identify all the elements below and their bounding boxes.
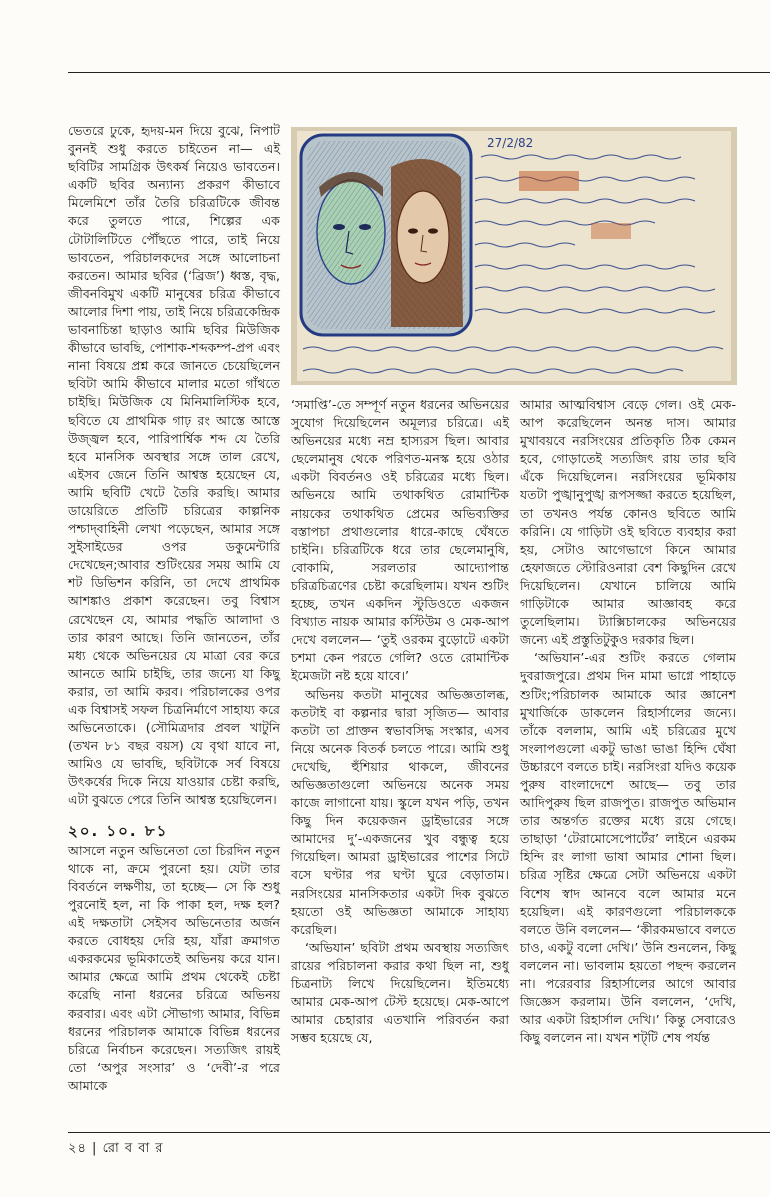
column-2-paragraph-1: ‘সমাপ্তি’-তে সম্পূর্ণ নতুন ধরনের অভিনয়ের সুযোগ দিয়েছিলেন অমূল্যর চরিত্রে। এই অভিনয়ের মধ্যে নম্র হাস্যরস ছিল। আবার ছেলেমানুষ থেকে পরিণত-মনস্ক হয়ে ওঠার একটা বিবর্তনও ওই চরিত্রের মধ্যে ছিল। অভিনয়ে আমি তথাকথিত রোমান্টিক নায়কের তথাকথিত প্রেমের অভিব্যক্তির বস্তাপচা প্রথাগুলোর ধারে-কাছে ঘেঁষতে চাইনি। চরিত্রটিকে ধরে তার ছেলেমানুষি, বোকামি, সরলতার আদ্যোপান্ত চরিত্রচিত্রণের চেষ্টা করেছিলাম। যখন শুটিং হচ্ছে, তখন একদিন স্টুডিওতে একজন বিখ্যাত নায়ক আমার কস্টিউম ও মেক-আপ দেখে বললেন— ‘তুই ওরকম বুড়োটে একটা চশমা কেন পরতে গেলি? ওতে রোমান্টিক ইমেজটা নষ্ট হয়ে যাবে।’ xyxy=(291,397,509,684)
page-number: ২৪ xyxy=(68,1141,87,1156)
column-1-paragraph-2: আসলে নতুন অভিনেতা তো চিরদিন নতুন থাকে না, ক্রমে পুরনো হয়। যেটা তার বিবর্তনে লক্ষণীয়, তা হচ্ছে— সে কি শুধু পুরনোই হল, না কি পাকা হল, দক্ষ হল? এই দক্ষতাটা সেইসব অভিনেতার অর্জন করতে বোধহয় দেরি হয়, যাঁরা ক্রমাগত একরকমের ভূমিকাতেই অভিনয় করে যান। আমার ক্ষেত্রে আমি প্রথম থেকেই চেষ্টা করেছি নানা ধরনের চরিত্রে অভিনয় করবার। এবং এটা সৌভাগ্য আমার, বিভিন্ন ধরনের পরিচালক আমাকে বিভিন্ন ধরনের চরিত্রে নির্বাচন করেছেন। সত্যজিৎ রায়ই তো ‘অপুর সংসার’ ও ‘দেবী’-র পরে আমাকে xyxy=(68,842,280,1093)
diary-sketch-image xyxy=(291,127,737,385)
bottom-rule xyxy=(68,1132,770,1133)
column-2 xyxy=(291,396,509,1047)
top-rule xyxy=(68,72,770,73)
column-3-paragraph-1: আমার আত্মবিশ্বাস বেড়ে গেল। ওই মেক-আপ করেছিলেন অনন্ত দাস। আমার মুখাবয়বে নরসিংয়ের প্রতিকৃতি ঠিক কেমন হবে, গোড়াতেই সত্যজিৎ রায় তার ছবি এঁকে দিয়েছিলেন। নরসিংয়ের ভূমিকায় যতটা পুঙ্খানুপুঙ্খ রূপসজ্জা করতে হয়েছিল, তা তখনও পর্যন্ত কোনও ছবিতে আমি করিনি। যে গাড়িটা ওই ছবিতে ব্যবহার করা হয়, সেটাও আগেভাগে কিনে আমার হেফাজতে স্টোরিওনারা বেশ কিছুদিন রেখে দিয়েছিলেন। যেখানে চালিয়ে আমি গাড়িটাকে আমার আজ্ঞাবহ করে তুলেছিলাম। ট্যাক্সিচালকের অভিনয়ের জন্যে এই প্রস্তুতিটুকুও দরকার ছিল। xyxy=(520,397,736,648)
diary-date: 27/2/82 xyxy=(487,136,534,150)
column-2-paragraph-3: ‘অভিযান’ ছবিটা প্রথম অবস্থায় সত্যজিৎ রায়ের পরিচালনা করার কথা ছিল না, শুধু চিত্রনাট্য লিখে দিয়েছিলেন। ইতিমধ্যে আমার মেক-আপ টেস্ট হয়েছে। মেক-আপে আমার চেহারার এতখানি পরিবর্তন করা সম্ভব হয়েছে যে, xyxy=(291,939,509,1046)
magazine-name: রো ব বা র xyxy=(102,1141,164,1156)
date-heading: ২০. ১০. ৮১ xyxy=(68,821,169,840)
column-1-paragraph-1: ভেতরে ঢুকে, হৃদয়-মন দিয়ে বুঝে, নিপাট বুননই শুধু করতে চাইতেন না— এই ছবিটির সামগ্রিক উৎকর্ষ নিয়েও ভাবতেন। একটি ছবির অন্যান্য প্রকরণ কীভাবে মিলেমিশে তাঁর তৈরি চরিত্রটিকে জীবন্ত করে তুলতে পারে, শিল্পের এক টোটালিটিতে পৌঁছতে পারে, তাই নিয়ে ভাবতেন, পরিচালকদের সঙ্গে আলোচনা করতেন। আমার ছবির (‘ব্রিজ’) ধ্বস্ত, বৃদ্ধ, জীবনবিমুখ একটি মানুষের চরিত্র কীভাবে আলোর দিশা পায়, তাই নিয়ে চরিত্রকেন্দ্রিক ভাবনাচিন্তা ছাড়াও আমি ছবির মিউজিক কীভাবে ভাবছি, পোশাক-শব্দকম্প-প্রপ এবং নানা বিষয়ে প্রশ্ন করে জানতে চেয়েছিলেন ছবিটা আমি কীভাবে মালার মতো গাঁথতে চাইছি। মিউজিক যে মিনিমালিস্টিক হবে, ছবিতে যে প্রাথমিক গাঢ় রং আস্তে আস্তে উজ্জ্বল হবে, পারিপার্শ্বিক শব্দ যে তৈরি হবে মানসিক অবস্থার সঙ্গে তাল রেখে, এইসব জেনে তিনি আশ্বস্ত হয়েছেন যে, আমি ছবিটি খেটে তৈরি করছি। আমার ডায়েরিতে প্রতিটি চরিত্রের কাল্পনিক পশ্চাদ্‌বাহিনী লেখা পড়েছেন, আমার সঙ্গে সুইসাইডের ওপর ডকুমেন্টারি দেখেছেন;আবার শুটিংয়ের সময় আমি যে শট ডিভিশন করিনি, তা দেখে প্রাথমিক আশঙ্কাও প্রকাশ করেছেন। তবু বিশ্বাস রেখেছেন যে, আমার পদ্ধতি আলাদা ও তার কারণ আছে। তিনি জানতেন, তাঁর মধ্য থেকে অভিনয়ের যে মাত্রা বের করে আনতে আমি চাইছি, তার জন্যে যা কিছু করার, তা আমি করব। পরিচালকের ওপর এক বিশ্বাসই সফল চিত্রনির্মাণে সাহায্য করে অভিনেতাকে। (সৌমিত্রদার প্রবল খাটুনি (তখন ৮১ বছর বয়স) যে বৃথা যাবে না, আমিও যে ভাবছি, ছবিটাকে সর্ব বিষয়ে উৎকর্ষের দিকে নিয়ে যাওয়ার চেষ্টা করছি, এটা বুঝতে পেরে তিনি আশ্বস্ত হয়েছিলেন। xyxy=(68,123,280,808)
column-2-paragraph-2: অভিনয় কতটা মানুষের অভিজ্ঞতালব্ধ, কতটাই বা কল্পনার দ্বারা সৃজিত— আবার কতটা তা প্রাক্তন স্বভাবসিদ্ধ সংস্কার, এসব নিয়ে অনেক বিতর্ক চলতে পারে। আমি শুধু দেখেছি, হুঁশিয়ার থাকলে, জীবনের অভিজ্ঞতাগুলো অভিনয়ে অনেক সময় কাজে লাগানো যায়। স্কুলে যখন পড়ি, তখন কিছু দিন কয়েকজন ড্রাইভারের সঙ্গে আমাদের দু’-একজনের খুব বন্ধুত্ব হয়ে গিয়েছিল। আমরা ড্রাইভারের পাশের সিটে বসে ঘণ্টার পর ঘণ্টা ঘুরে বেড়াতাম। নরসিংয়ের মানসিকতার একটা দিক বুঝতে হয়তো ওই অভিজ্ঞতা আমাকে সাহায্য করেছিল। xyxy=(291,686,509,937)
column-1 xyxy=(68,122,280,1095)
column-3-paragraph-2: ‘অভিযান’-এর শুটিং করতে গেলাম দুবরাজপুরে। প্রথম দিন মামা ভাগ্নে পাহাড়ে শুটিং;পরিচালক আমাকে আর জ্ঞানেশ মুখার্জিকে ডাকলেন রিহার্সালের জন্যে। তাঁকে বললাম, আমি এই চরিত্রের মুখে সংলাপগুলো একটু ভাঙা ভাঙা হিন্দি ঘেঁষা উচ্চারণে বলতে চাই। নরসিংরা যদিও কয়েক পুরুষ বাংলাদেশে আছে— তবু তার আদিপুরুষ ছিল রাজপুত। রাজপুত অভিমান তার অন্তর্গত রক্তের মধ্যে রয়ে গেছে। তাছাড়া ‘টেরামোসেপোর্টের’ লাইনে এরকম হিন্দি রং লাগা ভাষা আমার শোনা ছিল। চরিত্র সৃষ্টির ক্ষেত্রে সেটা অভিনয়ে একটা বিশেষ স্বাদ আনবে বলে আমার মনে হয়েছিল। এই কারণগুলো পরিচালককে বলতে উনি বললেন— ‘কীরকমভাবে বলতে চাও, একটু বলো দেখি।’ উনি শুনলেন, কিছু বললেন না। ভাবলাম হয়তো পছন্দ করলেন না। পরেরবার রিহার্সালের আগে আবার জিজ্ঞেস করলাম। উনি বললেন, ‘দেখি, আর একটা রিহার্সাল দেখি।’ কিন্তু সেবারেও কিছু বললেন না। যখন শট্‌টি শেষ পর্যন্ত xyxy=(520,650,736,1046)
page-footer xyxy=(68,1139,164,1160)
column-3 xyxy=(520,396,736,1047)
footer-separator: | xyxy=(92,1141,98,1156)
